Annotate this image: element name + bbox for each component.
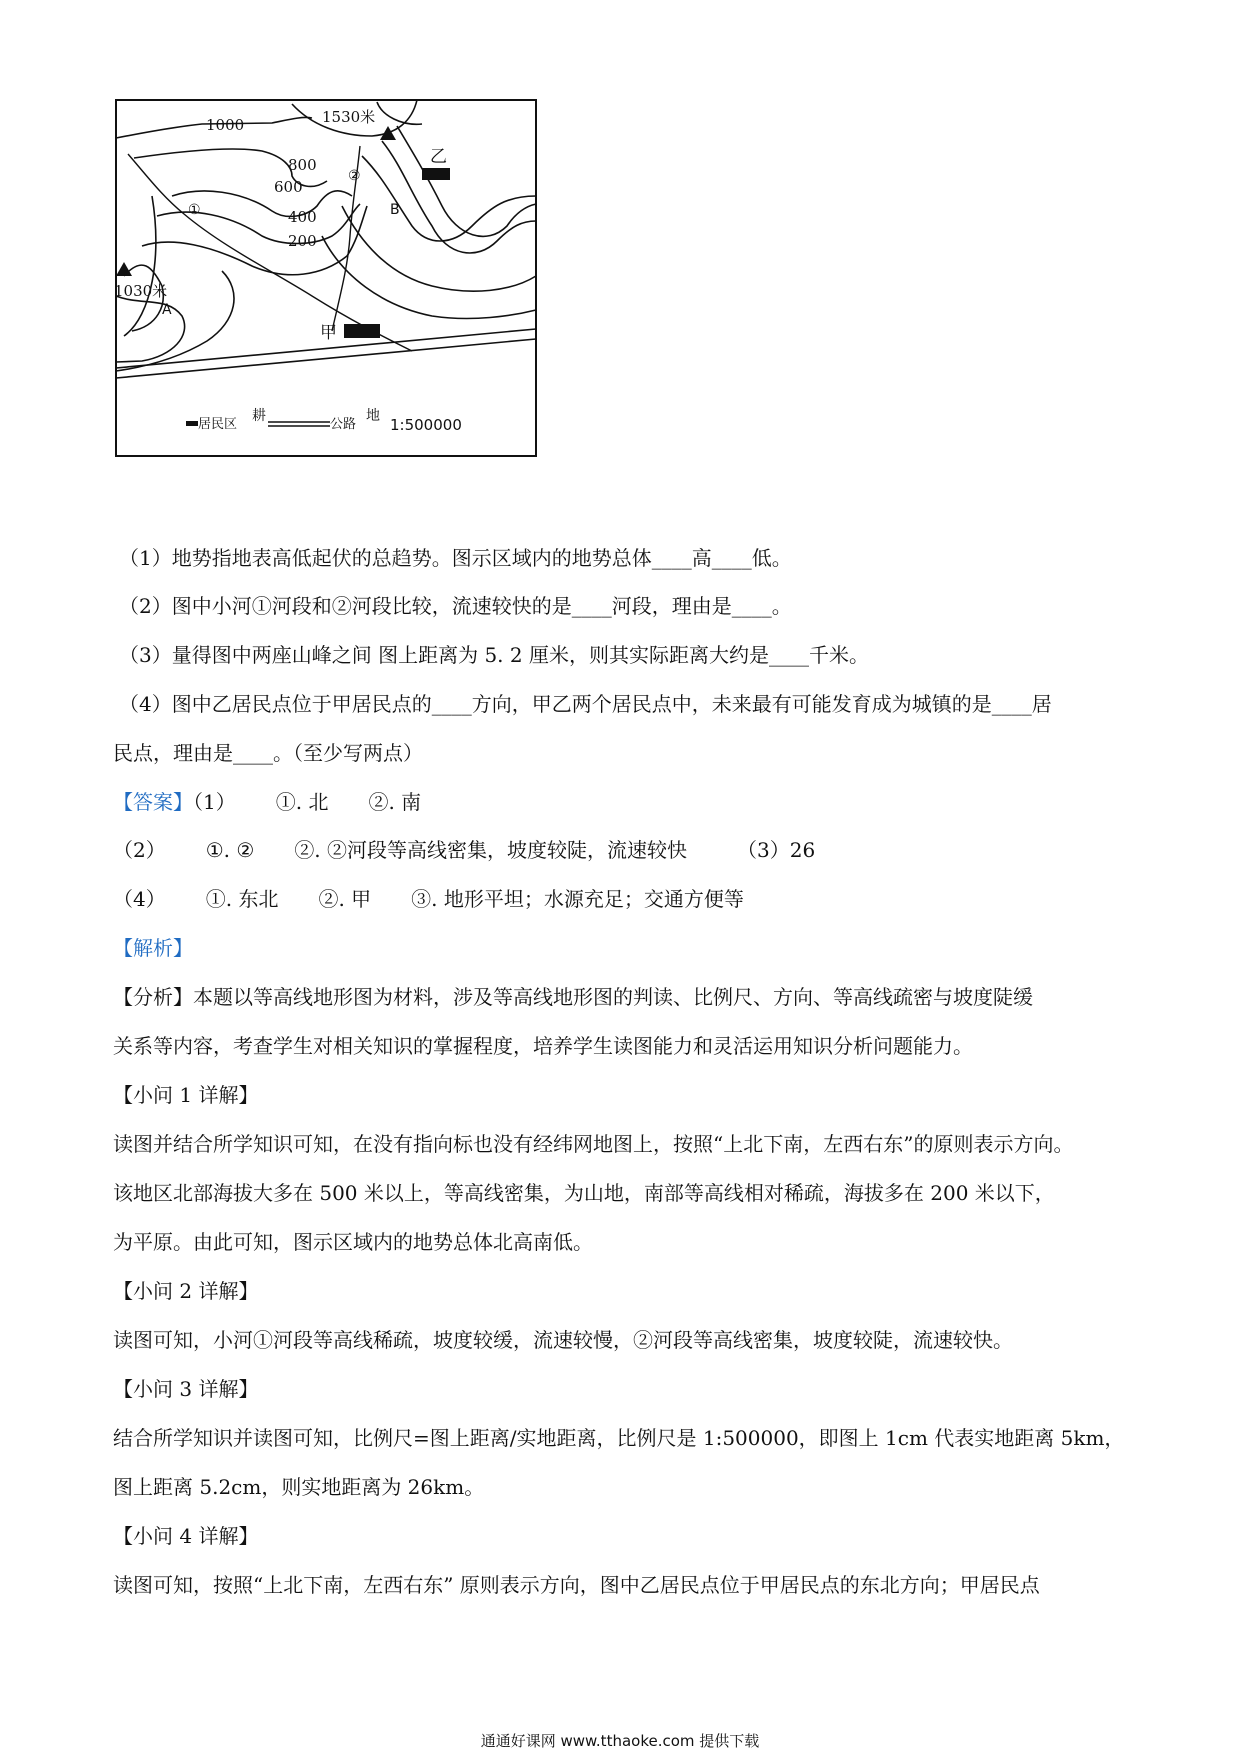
answer-4-item-3: ③. 地形平坦；水源充足；交通方便等 [411, 887, 744, 911]
subquestion-3-line-1: 结合所学知识并读图可知，比例尺=图上距离/实地距离，比例尺是 1:500000，即图上 1cm 代表实地距离 5km， [113, 1426, 1125, 1450]
point-b-label: B [390, 202, 400, 218]
peak-high-label: 1530米 [322, 108, 376, 126]
answer-4-item-1: ①. 东北 [205, 887, 279, 911]
answer-2-item-2: ②. ②河段等高线密集，坡度较陡，流速较快 [294, 838, 688, 862]
answer-4-prefix: （4） [113, 887, 166, 911]
question-1: （1）地势指地表高低起伏的总趋势。图示区域内的地势总体____高____低。 [119, 546, 792, 570]
subquestion-1-line-1: 读图并结合所学知识可知，在没有指向标也没有经纬网地图上，按照“上北下南，左西右东”的原则表示方向。 [113, 1132, 1074, 1156]
page-footer: 通通好课网 www.tthaoke.com 提供下载 [480, 1732, 760, 1750]
contour-map-figure [112, 96, 542, 486]
legend-residential-icon [186, 421, 198, 426]
question-2: （2）图中小河①河段和②河段比较，流速较快的是____河段，理由是____。 [119, 594, 792, 618]
answer-3: （3）26 [737, 838, 816, 862]
contour-east-5 [322, 236, 536, 318]
contour-200-line [142, 206, 367, 275]
question-3: （3）量得图中两座山峰之间 图上距离为 5. 2 厘米，则其实际距离大约是____千米。 [119, 643, 869, 667]
contour-label-1000: 1000 [206, 116, 245, 134]
analysis-paragraph-2: 关系等内容，考查学生对相关知识的掌握程度，培养学生读图能力和灵活运用知识分析问题能力。 [113, 1034, 973, 1058]
answer-line-3 [113, 885, 1133, 913]
point-a-label: A [162, 302, 172, 318]
contour-label-400: 400 [288, 208, 317, 226]
river-2-label: ② [348, 168, 361, 184]
answer-1-item-1: ①. 北 [275, 790, 329, 814]
farmland-label-2: 地 [366, 408, 380, 424]
road-line-lower [116, 339, 536, 378]
question-4a: （4）图中乙居民点位于甲居民点的____方向，甲乙两个居民点中，未来最有可能发育成为城镇的是____居 [119, 692, 1052, 716]
subquestion-2-heading: 【小问 2 详解】 [113, 1279, 259, 1303]
answer-line-1 [113, 788, 1133, 816]
settlement-yi-icon [422, 168, 450, 180]
contour-east-3 [397, 126, 536, 236]
contour-east-4 [342, 206, 536, 291]
answer-2-item-1: ①. ② [205, 838, 255, 862]
subquestion-1-line-3: 为平原。由此可知，图示区域内的地势总体北高南低。 [113, 1230, 593, 1254]
contour-left-outer [116, 296, 185, 362]
subquestion-1-line-2: 该地区北部海拔大多在 500 米以上，等高线密集，为山地，南部等高线相对稀疏，海拔多在 200 米以下， [113, 1181, 1055, 1205]
contour-label-600: 600 [274, 178, 303, 196]
peak-1530-icon [380, 126, 396, 140]
map-frame [116, 100, 536, 456]
subquestion-2-line-1: 读图可知，小河①河段等高线稀疏，坡度较缓，流速较慢，②河段等高线密集，坡度较陡，流速较快。 [113, 1328, 1013, 1352]
answer-4-item-2: ②. 甲 [318, 887, 372, 911]
answer-1-item-2: ②. 南 [368, 790, 422, 814]
legend-residential-label: 居民区 [198, 417, 238, 432]
settlement-jia-icon [344, 324, 380, 338]
river-main [128, 154, 412, 351]
answer-line-2 [113, 836, 1133, 864]
peak-low-label: 1030米 [114, 282, 168, 300]
analysis-paragraph-1: 【分析】本题以等高线地形图为材料，涉及等高线地形图的判读、比例尺、方向、等高线疏密与坡度陡缓 [113, 985, 1033, 1009]
peak-1030-icon [116, 262, 132, 276]
subquestion-4-heading: 【小问 4 详解】 [113, 1524, 259, 1548]
subquestion-1-heading: 【小问 1 详解】 [113, 1083, 259, 1107]
contour-label-800: 800 [288, 156, 317, 174]
settlement-jia-label: 甲 [320, 323, 337, 343]
answer-1-prefix: （1） [193, 790, 236, 814]
legend-road-label: 公路 [330, 417, 357, 432]
settlement-yi-label: 乙 [430, 147, 447, 167]
subquestion-3-heading: 【小问 3 详解】 [113, 1377, 259, 1401]
farmland-label-1: 耕 [252, 408, 266, 424]
analysis-tag: 【解析】 [113, 936, 193, 960]
river-1-label: ① [188, 202, 201, 218]
contour-label-200: 200 [288, 232, 317, 250]
subquestion-3-line-2: 图上距离 5.2cm，则实地距离为 26km。 [113, 1475, 485, 1499]
contour-map [112, 96, 542, 486]
subquestion-4-line-1: 读图可知，按照“上北下南，左西右东” 原则表示方向，图中乙居民点位于甲居民点的东北方向；甲居民点 [113, 1573, 1040, 1597]
question-4b: 民点，理由是____。（至少写两点） [113, 741, 423, 765]
answer-tag: 【答案】 [113, 790, 193, 814]
scale-label: 1:500000 [390, 416, 462, 434]
answer-2-prefix: （2） [113, 838, 166, 862]
